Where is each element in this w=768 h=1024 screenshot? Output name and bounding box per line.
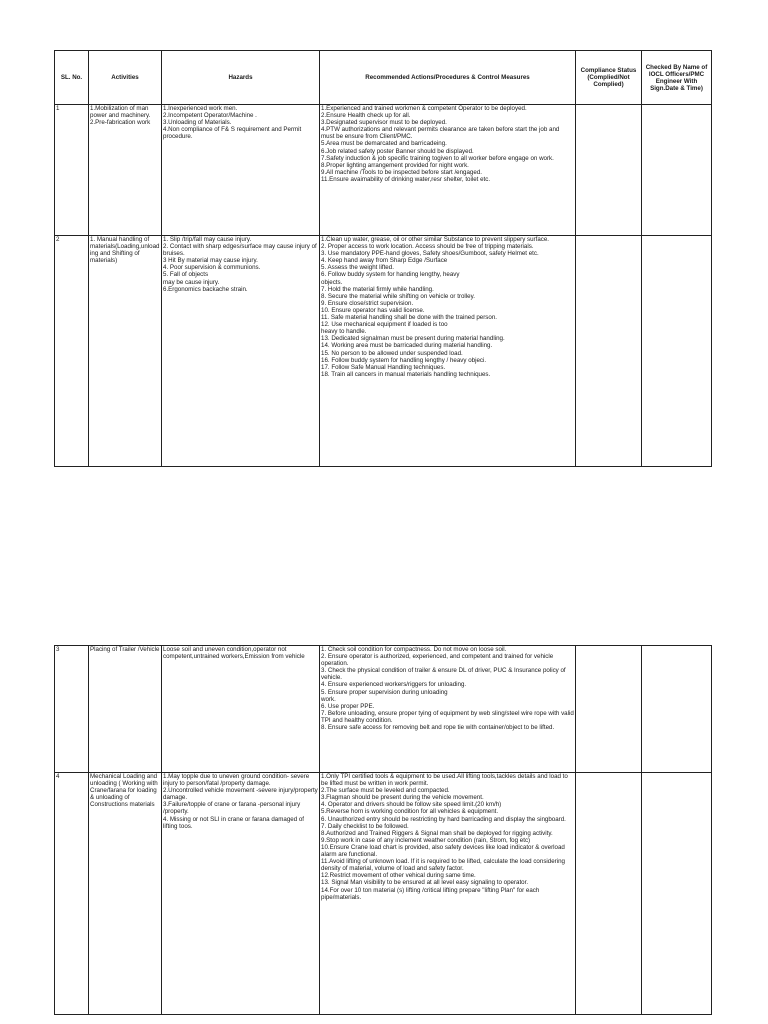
cell-line: 3.Unloading of Materials.: [163, 119, 232, 127]
compliance-cell[interactable]: [576, 773, 642, 1015]
activity-cell: Placing of Trailer /Vehicle: [89, 646, 162, 773]
table-row: [55, 773, 712, 1015]
cell-line: 9. Ensure close/strict supervision.: [321, 299, 414, 307]
cell-line: 6. Unauthorized entry should be restricting by hard barricading and display the singboard.: [321, 815, 566, 823]
header-actions: Recommended Actions/Procedures & Control Measures: [320, 51, 576, 105]
cell-line: 12.Restrict movement of other vehical during same time.: [321, 872, 476, 880]
cell-line: 2. Contact with sharp edges/surface may cause injury of bruises.: [163, 243, 317, 258]
cell-line: heavy to handle.: [321, 328, 367, 336]
cell-line: 5.Area must be demarcated and barricadeing.: [321, 140, 447, 148]
cell-line: 4. Operator and drivers should be follow site speed limit.(20 km/h): [321, 801, 502, 809]
cell-line: 1.Inexperienced work men.: [163, 105, 238, 112]
cell-line: 7. Before unloading, ensure proper tying of equipment by web sling/steel wire rope with valid TPI and healthy condition.: [321, 709, 574, 724]
cell-line: 5.Reverse horn is working condition for all vehicles & equipment.: [321, 808, 499, 816]
cell-line: 17. Follow Safe Manual Handling techniques.: [321, 363, 446, 371]
cell-line: 6. Follow buddy system for handing lengthy, heavy: [321, 271, 460, 279]
cell-line: 11. Safe material handling shall be done with the trained person.: [321, 314, 497, 322]
cell-line: 2.Ensure Health check up for all.: [321, 112, 411, 120]
cell-line: 14.For over 10 ton material (s) lifting /critical lifting prepare "lifting Plan" for each pipe/materials.: [321, 886, 540, 901]
cell-line: 10. Ensure operator has valid license.: [321, 306, 425, 314]
cell-line: 7.Safety induction & job specific training togiven to all worker before engage on work.: [321, 154, 554, 162]
activity-cell: 1.Mobilization of man power and machinery. 2.Pre-fabrication work: [89, 105, 162, 236]
hazards-cell: [162, 236, 320, 467]
hse-table-page-1: [54, 50, 712, 467]
cell-line: 4. Ensure experienced workers/riggers for unloading.: [321, 681, 467, 689]
header-checked-by: Checked By Name of IOCL Officers/PMC Engineer With Sign.Date & Time): [642, 51, 712, 105]
cell-line: 3 Hit By material may cause injury.: [163, 257, 258, 265]
cell-line: 3.Failure/topple of crane or farana -personal injury /property.: [163, 801, 301, 816]
actions-cell: [320, 105, 576, 236]
compliance-cell[interactable]: [576, 236, 642, 467]
checked-by-cell[interactable]: [642, 236, 712, 467]
checked-by-cell[interactable]: [642, 773, 712, 1015]
table-row: [55, 105, 712, 236]
cell-line: 5. Fall of objects: [163, 271, 209, 279]
cell-line: 4.Non compliance of F& S requirement and Permit procedure.: [163, 126, 302, 141]
cell-line: 11.Avoid lifting of unknown load. If it is required to be lifted, calculate the load considering density of material, volume of load and safety factor.: [321, 858, 565, 873]
hazards-cell: [162, 646, 320, 773]
cell-line: 8. Ensure safe access for removing belt and rope tie with container/object to be lifted.: [321, 724, 555, 732]
cell-line: 9.Stop work in case of any inclement weather condition (rain, Strom, fog etc): [321, 836, 531, 844]
cell-line: 6.Job related safety poster Banner should be displayed.: [321, 147, 474, 155]
cell-line: 1.Experienced and trained workmen & competent Operator to be deployed.: [321, 105, 527, 112]
hazards-cell: [162, 105, 320, 236]
cell-line: Loose soil and uneven condition,operator not competent,untrained workers,Emission from vehicle: [163, 646, 305, 661]
cell-line: 7. Hold the material firmly while handling.: [321, 285, 434, 293]
cell-line: 4. Poor supervision & communions.: [163, 264, 261, 272]
actions-cell: [320, 236, 576, 467]
cell-line: 4.PTW authorizations and relevant permits clearance are taken before start the job and must be ensure from Client/PMC.: [321, 126, 560, 141]
cell-line: 8.Proper lighting arrangement provided for night work.: [321, 161, 469, 169]
cell-line: 1.Only TPI certified tools & equipment to be used.All lifting tools,tackles details and load to be lifted must be written in work permit.: [321, 773, 568, 788]
cell-line: 14. Working area must be barricaded during material handling.: [321, 342, 493, 350]
cell-line: 16. Follow buddy system for handling lengthy / heavy objeci.: [321, 356, 487, 364]
cell-line: 2. Proper access to work location. Access should be free of tripping materials.: [321, 243, 534, 251]
header-activities: Activities: [89, 51, 162, 105]
cell-line: 7. Daily checklist to be followed.: [321, 822, 409, 830]
cell-line: 3. Use mandatory PPE-hand gloves, Safety shoes/Gumboot, safety Helmet etc.: [321, 250, 539, 258]
cell-line: 4. Missing or not SLI in crane or farana damaged of lifting toos.: [163, 815, 305, 830]
header-hazards: Hazards: [162, 51, 320, 105]
cell-line: 2.Incompetent Operator/Machine .: [163, 112, 257, 120]
actions-cell: [320, 646, 576, 773]
compliance-cell[interactable]: [576, 646, 642, 773]
cell-line: 11.Ensure avaimability of drinking water,resr shelter, toilet etc.: [321, 175, 491, 183]
sl-no-cell: 3: [55, 646, 89, 773]
cell-line: 1. Check soil condition for compactness. Do not move on loose soil.: [321, 646, 507, 653]
compliance-cell[interactable]: [576, 105, 642, 236]
activity-cell: Mechanical Loading and unloading ( Working with Crane/farana for loading & unloading of Constructions materials: [89, 773, 162, 1015]
activity-cell: 1. Manual handling of materials(Loading,unloading and Shifting of materials): [89, 236, 162, 467]
cell-line: 18. Train all cancers in manual materials handling techniques.: [321, 370, 491, 378]
cell-line: 3.Flagman should be present during the vehicle movement.: [321, 794, 484, 802]
cell-line: 6. Use proper PPE.: [321, 702, 375, 710]
cell-line: work.: [321, 695, 336, 703]
cell-line: 15. No person to be allowed under suspended load.: [321, 349, 463, 357]
cell-line: 13. Dedicated signalman must be present during material handling.: [321, 335, 505, 343]
hazards-cell: [162, 773, 320, 1015]
checked-by-cell[interactable]: [642, 646, 712, 773]
header-compliance-status: Compliance Status (Complied/Not Complied): [576, 51, 642, 105]
table-row: [55, 646, 712, 773]
table-row: [55, 236, 712, 467]
cell-line: 12. Use mechanical equipment if loaded is too: [321, 321, 448, 329]
cell-line: 3. Check the physical condition of trailer & ensure DL of driver, PUC & Insurance policy of vehicle.: [321, 667, 566, 682]
cell-line: 6.Ergonomics backache strain.: [163, 285, 248, 293]
hse-table-page-2: [54, 645, 712, 1015]
cell-line: 8. Secure the material while shifting on vehicle or trolley.: [321, 292, 475, 300]
cell-line: 8.Authorized and Trained Riggers & Signal man shall be deployed for rigging activity.: [321, 829, 553, 837]
cell-line: 1.Clean up water, grease, oil or other similar Substance to prevent slippery surface.: [321, 236, 550, 243]
cell-line: 5. Ensure proper supervision during unloading: [321, 688, 448, 696]
cell-line: 2.The surface must be leveled and compacted.: [321, 787, 450, 795]
cell-line: objects.: [321, 278, 343, 286]
cell-line: 2.Uncontrolled vehicle movement -severe injury/property damage.: [163, 787, 318, 802]
cell-line: may be cause injury.: [163, 278, 220, 286]
cell-line: 5. Assess the weight lifted.: [321, 264, 394, 272]
cell-line: 1. Slip /trip/fall may cause injury.: [163, 236, 252, 243]
header-sl-no: SL. No.: [55, 51, 89, 105]
actions-cell: [320, 773, 576, 1015]
cell-line: 10.Ensure Crane load chart is provided, also safety devices like load indicator & overload alarm are functional.: [321, 843, 565, 859]
sl-no-cell: 2: [55, 236, 89, 467]
cell-line: 4. Keep hand away from Sharp Edge /Surface: [321, 257, 448, 265]
sl-no-cell: 4: [55, 773, 89, 1015]
cell-line: 2. Ensure operator is authorized, experienced, and competent and trained for vehicle operation.: [321, 653, 554, 668]
header-row: [55, 51, 712, 105]
cell-line: 9.All machine /Tools to be inspected before start /engaged.: [321, 168, 482, 176]
cell-line: 13. Signal Man visibility to be ensured at all level easy signaling to operator.: [321, 879, 529, 887]
sl-no-cell: 1: [55, 105, 89, 236]
cell-line: 1.May topple due to uneven ground condition- severe injury to person/fatal /property damage.: [163, 773, 310, 788]
cell-line: 3.Designated supervisor must to be deployed.: [321, 119, 447, 127]
checked-by-cell[interactable]: [642, 105, 712, 236]
